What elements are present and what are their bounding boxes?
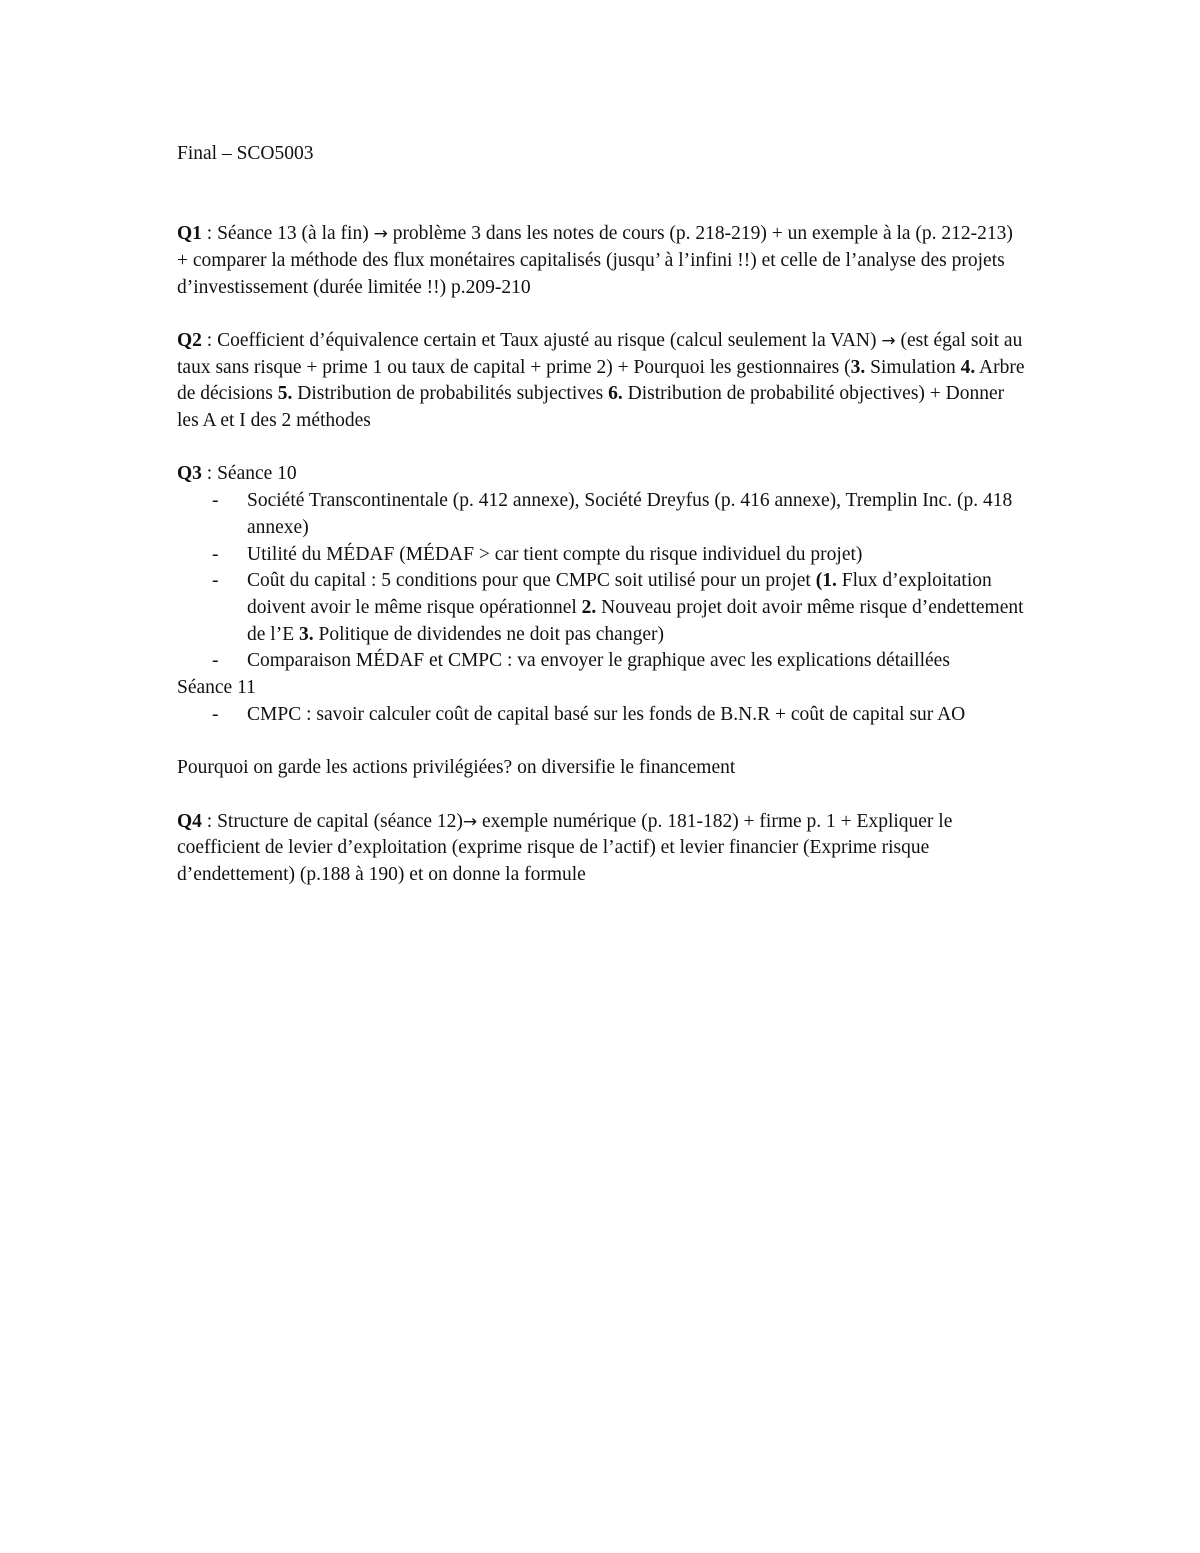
spacer	[177, 435, 1027, 462]
right-arrow-icon: →	[373, 224, 388, 245]
spacer	[177, 168, 1027, 221]
list-item-text: Flux d’exploitation doivent avoir le même risque opérationnel	[247, 570, 992, 618]
question-3-list	[177, 488, 1027, 675]
note-paragraph: Pourquoi on garde les actions privilégiées? on diversifie le financement	[177, 757, 736, 779]
session-11-heading: Séance 11	[177, 677, 256, 699]
question-3-intro: : Séance 10	[201, 463, 297, 485]
right-arrow-icon: →	[881, 330, 896, 351]
list-item-text: Coût du capital : 5 conditions pour que CMPC soit utilisé pour un projet	[247, 570, 816, 592]
item-number: 6.	[608, 383, 623, 405]
spacer	[177, 782, 1027, 809]
question-4-label: Q4	[177, 810, 202, 832]
document-title: Final – SCO5003	[177, 143, 314, 164]
list-item	[212, 488, 1027, 541]
dash-bullet: -	[212, 703, 219, 725]
right-arrow-icon: →	[462, 811, 478, 832]
question-2-text: Distribution de probabilité objectives) + Donner les A et I des 2 méthodes	[177, 383, 1005, 431]
list-item-text: Politique de dividendes ne doit pas changer)	[313, 623, 664, 645]
question-4	[177, 809, 1027, 889]
item-number: 3.	[850, 356, 866, 378]
spacer	[177, 728, 1027, 755]
question-1-label: Q1	[177, 223, 202, 245]
question-2-text: Distribution de probabilités subjectives	[292, 383, 609, 405]
item-number: 5.	[277, 383, 293, 405]
item-number: 4.	[960, 356, 976, 378]
list-item-text: Société Transcontinentale (p. 412 annexe), Société Dreyfus (p. 416 annexe), Tremplin Inc. (p. 418 annexe)	[247, 490, 1013, 538]
dash-bullet: -	[212, 490, 219, 512]
question-2	[177, 328, 1027, 435]
item-number: 3.	[298, 623, 314, 645]
question-2-text-a: : Coefficient d’équivalence certain et Taux ajusté au risque (calcul seulement la VAN)	[201, 329, 882, 351]
question-1-text-b: problème 3 dans les notes de cours (p. 218-219) + un exemple à la (p. 212-213) + comparer la méthode des flux monétaires capitalisés (jusqu’ à l’infini !!) et celle de l’analyse des projets d’investissement (durée limitée !!) p.209-210	[177, 223, 1013, 298]
list-item-text: Nouveau projet doit avoir même risque d’endettement de l’E	[247, 596, 1024, 645]
list-item	[212, 648, 1027, 675]
dash-bullet: -	[212, 570, 219, 592]
question-3	[177, 461, 1027, 488]
question-3-label: Q3	[177, 463, 202, 485]
question-2-text-b: (est égal soit au taux sans risque + prime 1 ou taux de capital + prime 2) + Pourquoi les gestionnaires (	[177, 329, 1023, 378]
question-1	[177, 221, 1027, 301]
dash-bullet: -	[212, 650, 219, 672]
list-item-text: CMPC : savoir calculer coût de capital basé sur les fonds de B.N.R + coût de capital sur AO	[247, 703, 966, 725]
list-item	[212, 542, 1027, 569]
list-item-text: Comparaison MÉDAF et CMPC : va envoyer le graphique avec les explications détaillées	[247, 650, 950, 672]
document-body	[177, 141, 1027, 889]
question-2-text: Simulation	[865, 356, 961, 378]
item-number: 2.	[581, 596, 597, 618]
item-number: (1.	[815, 570, 837, 592]
dash-bullet: -	[212, 543, 219, 565]
question-2-text: Arbre de décisions	[177, 356, 1025, 405]
spacer	[177, 301, 1027, 328]
list-item	[212, 568, 1027, 648]
list-item	[212, 702, 1027, 729]
question-1-text-a: : Séance 13 (à la fin)	[201, 223, 374, 245]
question-4-text-a: : Structure de capital (séance 12)	[201, 810, 463, 832]
question-4-text-b: exemple numérique (p. 181-182) + firme p. 1 + Expliquer le coefficient de levier d’exploitation (exprime risque de l’actif) et levier financier (Exprime risque d’endettement) (p.188 à 190) et on donne la formule	[177, 810, 953, 885]
session-11-list	[177, 702, 1027, 729]
question-2-label: Q2	[177, 329, 202, 351]
list-item-text: Utilité du MÉDAF (MÉDAF > car tient compte du risque individuel du projet)	[247, 543, 863, 565]
